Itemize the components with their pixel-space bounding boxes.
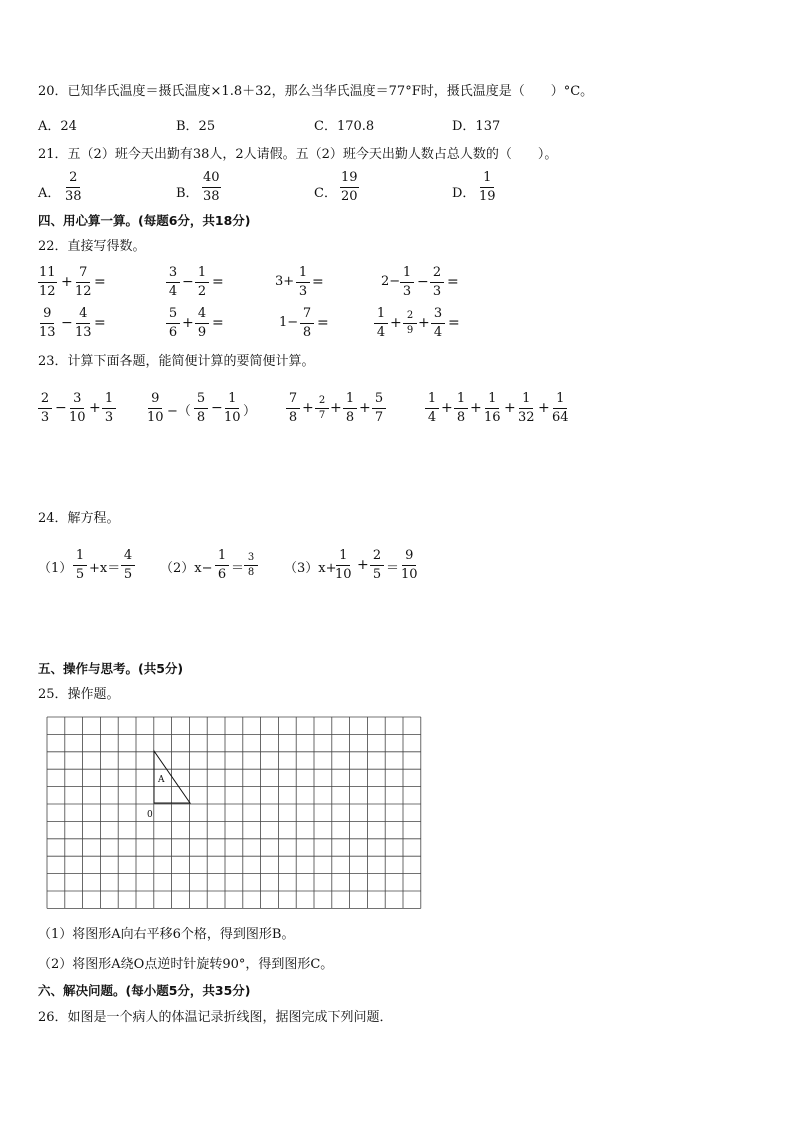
q22-r2e3-fraction-b: $\frac{7}{8}$ [300,306,314,341]
q22-r1e1-op: + [61,274,73,290]
q23-e2-fraction-b: $\frac{5}{8}$ [194,391,208,426]
q22-r1e4-eq: = [447,274,459,290]
q22-r1e2-fraction-a: $\frac{3}{4}$ [166,265,180,300]
q23-e3-op2: + [330,400,342,416]
q22-r1e4-pre: 2− [381,274,401,289]
q24-p3-fraction-a: $\frac{1}{10}$ [335,548,352,582]
q22-r2e4-fraction-b: $\frac{2}{9}$ [403,310,417,337]
q24-p3-fraction-c: $\frac{9}{10}$ [401,548,418,582]
q23-e4-fraction-e: $\frac{1}{64}$ [552,391,569,425]
q22-r2e3-pre: 1− [279,315,299,330]
q24-p3-eq: ＝ [386,561,400,576]
q24-p2-fraction-a: $\frac{1}{6}$ [215,548,229,583]
q23-e3-op3: + [359,400,371,416]
q23-e4-op2: + [470,400,482,416]
q22-r2e4-fraction-c: $\frac{3}{4}$ [431,306,445,341]
q23-e2-fraction-c: $\frac{1}{10}$ [224,391,241,425]
q21-stem: 21．五（2）班今天出勤有38人，2人请假。五（2）班今天出勤人数占总人数的（ ）。 [38,147,558,162]
q22-r2e4-op2: + [418,315,430,331]
q23-e1-op2: + [89,400,101,416]
q22-r1e2-op: − [182,274,194,290]
q22-r1e1-fraction-b: $\frac{7}{12}$ [75,265,92,299]
q24-p1-mid: +x＝ [89,561,121,576]
q20-option-b: B．25 [176,119,216,134]
q24-p3-fraction-b: $\frac{2}{5}$ [370,548,384,583]
q23-e4-op4: + [538,400,550,416]
q23-e1-fraction-c: $\frac{1}{3}$ [102,391,116,426]
q23-e4-fraction-d: $\frac{1}{32}$ [518,391,535,425]
q22-r2e1-op: − [61,315,73,331]
q22-r1e2-fraction-b: $\frac{1}{2}$ [195,265,209,300]
q23-e3-fraction-a: $\frac{7}{8}$ [286,391,300,426]
q24-p2-mid: ＝ [231,561,245,576]
q21-option-c-label: C． [314,186,337,201]
q22-r1e4-fraction-a: $\frac{1}{3}$ [400,265,414,300]
q22-r1e4-fraction-b: $\frac{2}{3}$ [430,265,444,300]
q22-r1e3-eq: = [312,274,324,290]
section5-title: 五、操作与思考。(共5分) [38,661,184,676]
q24-p1-fraction-b: $\frac{4}{5}$ [121,548,135,583]
q20-option-c: C．170.8 [314,119,375,134]
q25-stem: 25．操作题。 [38,687,120,702]
q23-e2-op1: −（ [167,404,191,419]
q22-r2e4-op1: + [390,315,402,331]
q21-option-a-label: A． [38,186,61,201]
q20-option-a: A．24 [38,119,77,134]
q23-e4-op1: + [441,400,453,416]
label-o: 0 [147,810,153,820]
q23-e3-fraction-d: $\frac{5}{7}$ [372,391,386,426]
q23-e1-fraction-a: $\frac{2}{3}$ [38,391,52,426]
q24-p1-fraction-a: $\frac{1}{5}$ [73,548,87,583]
q25-sub1: （1）将图形A向右平移6个格，得到图形B。 [38,927,295,942]
q23-e4-op3: + [504,400,516,416]
q22-stem: 22．直接写得数。 [38,239,146,254]
q22-r2e1-fraction-a: $\frac{9}{13}$ [39,306,56,340]
q22-r2e2-fraction-a: $\frac{5}{6}$ [166,306,180,341]
section4-title: 四、用心算一算。(每题6分，共18分) [38,213,251,228]
q24-p3-label: （3）x+ [284,561,337,576]
q23-e4-fraction-c: $\frac{1}{16}$ [484,391,501,425]
q22-r2e1-eq: = [94,315,106,331]
q23-e3-fraction-c: $\frac{1}{8}$ [343,391,357,426]
q24-p3-mid: + [357,557,369,573]
q20-stem: 20．已知华氏温度＝摄氏温度×1.8＋32，那么当华氏温度＝77°F时，摄氏温度是（ ）°C。 [38,84,594,99]
section6-title: 六、解决问题。(每小题5分，共35分) [38,983,251,998]
q26-stem: 26．如图是一个病人的体温记录折线图，据图完成下列问题． [38,1010,393,1025]
q21-option-b-label: B． [176,186,199,201]
q21-option-c-fraction: $\frac{19}{20}$ [341,170,358,204]
q22-r2e4-fraction-a: $\frac{1}{4}$ [374,306,388,341]
q23-e3-fraction-b: $\frac{2}{7}$ [315,395,329,422]
label-a: A [158,775,165,785]
q23-stem: 23．计算下面各题，能简便计算的要简便计算。 [38,354,315,369]
q22-r1e1-fraction-a: $\frac{11}{12}$ [39,265,56,299]
q22-r2e1-fraction-b: $\frac{4}{13}$ [75,306,92,340]
q23-e4-fraction-b: $\frac{1}{8}$ [454,391,468,426]
q22-r2e2-fraction-b: $\frac{4}{9}$ [195,306,209,341]
q23-e4-fraction-a: $\frac{1}{4}$ [425,391,439,426]
q22-r2e4-eq: = [448,315,460,331]
q21-option-d-fraction: $\frac{1}{19}$ [479,170,496,204]
q22-r2e2-eq: = [212,315,224,331]
q22-r2e3-eq: = [317,315,329,331]
q22-r1e1-eq: = [94,274,106,290]
q23-e2-close: ） [243,404,257,419]
grid-lines [47,717,421,908]
q24-p2-fraction-b: $\frac{3}{8}$ [244,552,258,579]
q23-e2-fraction-a: $\frac{9}{10}$ [147,391,164,425]
q20-option-d: D．137 [452,119,501,134]
q21-option-b-fraction: $\frac{40}{38}$ [203,170,220,204]
q21-option-d-label: D． [452,186,476,201]
q23-e2-op2: − [211,400,223,416]
q22-r2e2-op: + [182,315,194,331]
q22-r1e4-op: − [417,274,429,290]
q24-p2-label: （2）x− [160,561,213,576]
q22-r1e2-eq: = [212,274,224,290]
q23-e1-op1: − [55,400,67,416]
q23-e1-fraction-b: $\frac{3}{10}$ [69,391,86,425]
q22-r1e3-fraction-b: $\frac{1}{3}$ [296,265,310,300]
q25-sub2: （2）将图形A绕O点逆时针旋转90°，得到图形C。 [38,957,334,972]
q24-stem: 24．解方程。 [38,511,120,526]
q21-option-a-fraction: $\frac{2}{38}$ [65,170,82,204]
q23-e3-op1: + [302,400,314,416]
q22-r1e3-pre: 3+ [275,274,295,289]
operation-grid [46,716,424,910]
q24-p1-label: （1） [38,561,73,576]
